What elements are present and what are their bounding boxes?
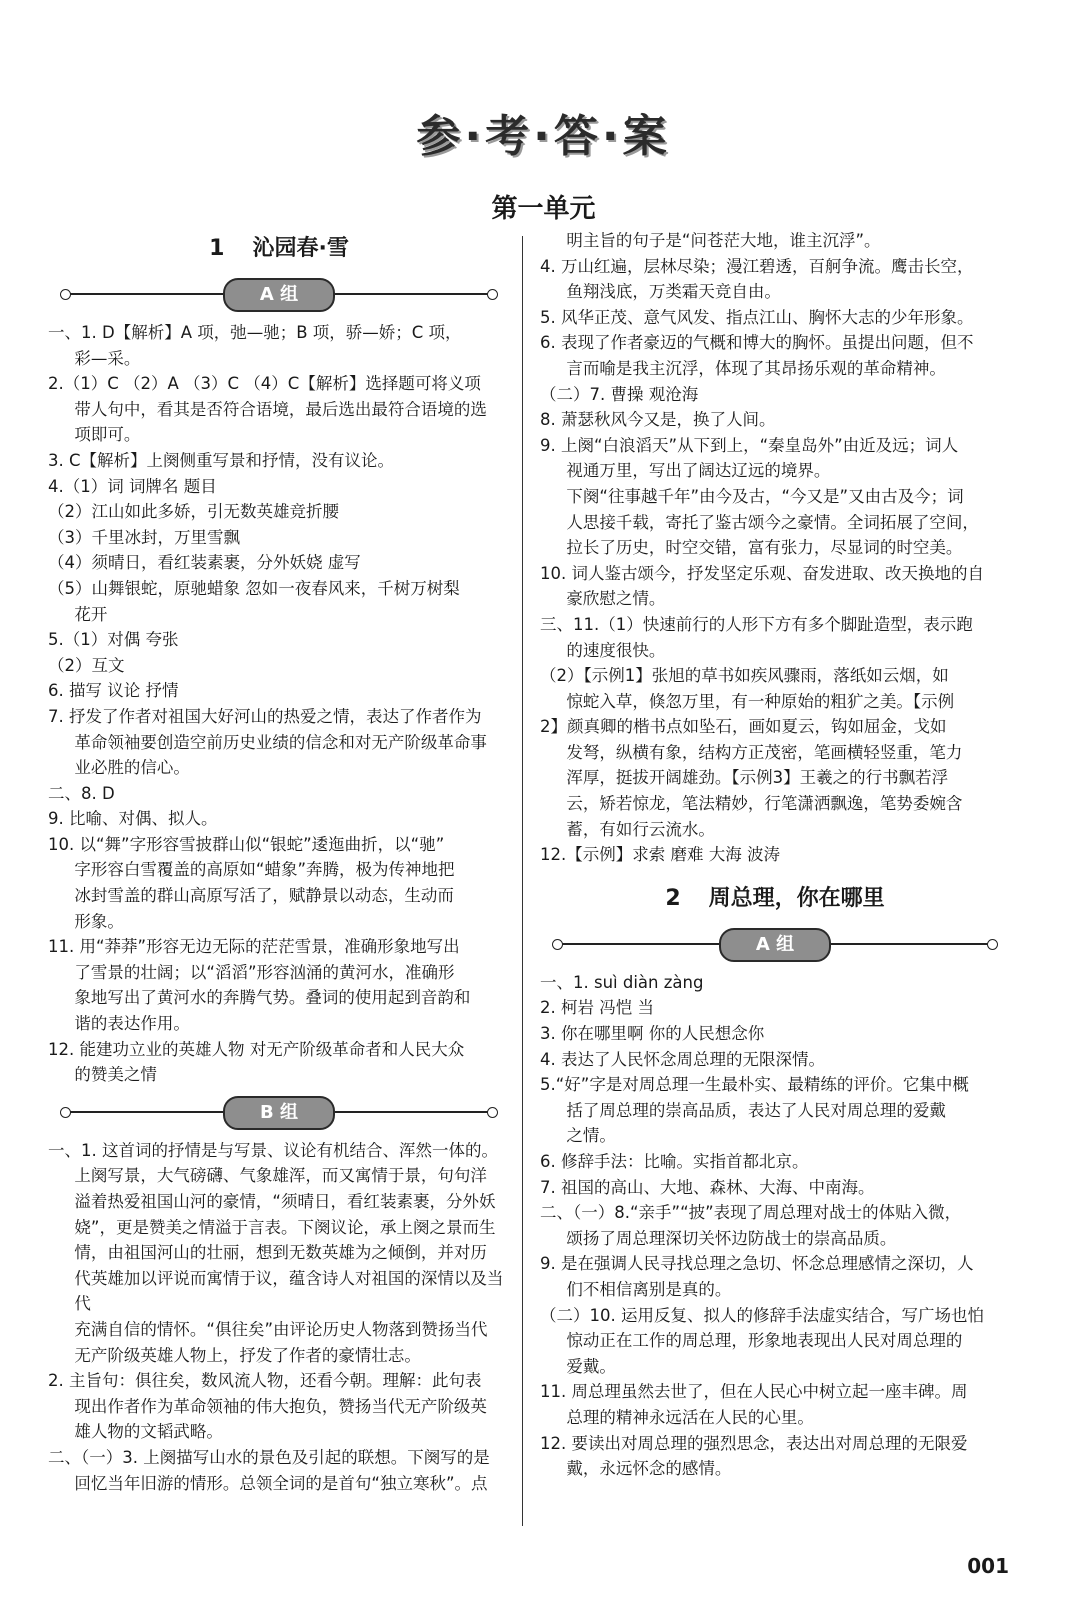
answer-line: （4）须晴日，看红装素裹，分外妖娆 虚写 <box>48 553 361 573</box>
answer-line: 2. 柯岩 冯恺 当 <box>540 998 654 1018</box>
answer-line: （二）10. 运用反复、拟人的修辞手法虚实结合，写广场也怕 <box>540 1305 984 1325</box>
answer-line: 浑厚，挺拔开阔雄劲。【示例3】王羲之的行书飘若浮 <box>566 768 949 788</box>
answer-line: （2）互文 <box>48 655 125 675</box>
answer-line: 发弩，纵横有象，结构方正茂密，笔画横轻竖重，笔力 <box>566 742 963 762</box>
answer-line: 9. 上阕“白浪滔天”从下到上，“秦皇岛外”由近及远；词人 <box>540 435 959 455</box>
answer-line: 颂扬了周总理深切关怀边防战士的崇高品质。 <box>566 1228 897 1248</box>
answer-line: 9. 比喻、对偶、拟人。 <box>48 809 218 829</box>
answer-line: 的速度很快。 <box>566 640 666 660</box>
group-b-header <box>48 1092 510 1132</box>
answer-line: 三、11.（1）快速前行的人形下方有多个脚趾造型，表示跑 <box>540 614 973 634</box>
answer-line: 一、1. 这首词的抒情是与写景、议论有机结合、浑然一体的。 <box>48 1140 498 1160</box>
page-title: 参·考·答·案 <box>416 111 671 162</box>
lesson-2-title <box>540 878 1010 920</box>
lesson-1-a-answers <box>48 320 510 1088</box>
lesson-2-group-a-badge: A 组 <box>719 928 831 962</box>
column-divider <box>522 236 523 1526</box>
answer-line: 情，由祖国河山的壮丽，想到无数英雄为之倾倒，并对历 <box>74 1243 487 1263</box>
lesson-1-title <box>48 228 510 270</box>
answer-line: 惊蛇入草，倏忽万里，有一种原始的粗犷之美。【示例 <box>566 691 955 711</box>
page-number: 001 <box>967 1554 1009 1578</box>
answer-line: 们不相信离别是真的。 <box>566 1279 732 1299</box>
answer-line: 彩—采。 <box>74 348 141 368</box>
answer-line: 云，矫若惊龙，笔法精妙，行笔潇洒飘逸，笔势委婉含 <box>566 794 963 814</box>
answer-line: 4. 表达了人民怀念周总理的无限深情。 <box>540 1049 825 1069</box>
answer-line: 之情。 <box>566 1126 616 1146</box>
answer-line: 二、8. D <box>48 783 115 803</box>
answer-line: 拉长了历史，时空交错，富有张力，尽显词的时空美。 <box>566 538 963 558</box>
answer-line: 惊动正在工作的周总理，形象地表现出人民对周总理的 <box>566 1331 963 1351</box>
answer-line: 4. 万山红遍，层林尽染；漫江碧透，百舸争流。鹰击长空， <box>540 256 974 276</box>
answer-line: 爱戴。 <box>566 1356 616 1376</box>
answer-line: 下阕“往事越千年”由今及古，“今又是”又由古及今；词 <box>566 486 964 506</box>
answer-line: 11. 用“莽莽”形容无边无际的茫茫雪景，准确形象地写出 <box>48 937 460 957</box>
answer-line: 了雪景的壮阔；以“滔滔”形容汹涌的黄河水，准确形 <box>74 962 455 982</box>
answer-line: 3. C【解析】上阕侧重写景和抒情，没有议论。 <box>48 450 395 470</box>
answer-line: 雄人物的文韬武略。 <box>74 1422 223 1442</box>
answer-line: 谐的表达作用。 <box>74 1014 190 1034</box>
group-a-header <box>48 274 510 314</box>
answer-line: 无产阶级英雄人物上，抒发了作者的豪情壮志。 <box>74 1345 421 1365</box>
answer-line: 上阕写景，大气磅礴、气象雄浑，而又寓情于景，句句洋 <box>74 1166 487 1186</box>
answer-line: 业必胜的信心。 <box>74 758 190 778</box>
answer-line: 代英雄加以评说而寓情于议，蕴含诗人对祖国的深情以及当代 <box>74 1268 504 1314</box>
answer-line: 的赞美之情 <box>74 1065 157 1085</box>
answer-line: （二）7. 曹操 观沧海 <box>540 384 699 404</box>
lesson-2-group-a-header <box>540 924 1010 964</box>
answer-line: 12. 要读出对周总理的强烈思念，表达出对周总理的无限爱 <box>540 1433 968 1453</box>
answer-line: 9. 是在强调人民寻找总理之急切、怀念总理感情之深切，人 <box>540 1254 974 1274</box>
answer-line: 12. 能建功立业的英雄人物 对无产阶级革命者和人民大众 <box>48 1039 465 1059</box>
answer-line: 10. 词人鉴古颂今，抒发坚定乐观、奋发进取、改天换地的自 <box>540 563 984 583</box>
answer-line: 6. 表现了作者豪迈的气概和博大的胸怀。虽提出问题，但不 <box>540 333 974 353</box>
answer-line: 娆”，更是赞美之情溢于言表。下阕议论，承上阕之景而生 <box>74 1217 496 1237</box>
answer-line: 豪欣慰之情。 <box>566 589 666 609</box>
answer-line: 二、（一）3. 上阕描写山水的景色及引起的联想。下阕写的是 <box>48 1447 490 1467</box>
answer-line: 现出作者作为革命领袖的伟大抱负，赞扬当代无产阶级英 <box>74 1396 487 1416</box>
answer-line: （5）山舞银蛇，原驰蜡象 忽如一夜春风来，千树万树梨 <box>48 578 460 598</box>
answer-line: 二、（一）8.“亲手”“披”表现了周总理对战士的体贴入微， <box>540 1203 962 1223</box>
lesson-1-number: 1 <box>209 236 225 261</box>
group-b-badge: B 组 <box>223 1096 335 1130</box>
answer-line: 充满自信的情怀。“俱往矣”由评论历史人物落到赞扬当代 <box>74 1319 488 1339</box>
answer-line: 言而喻是我主沉浮，体现了其昂扬乐观的革命精神。 <box>566 358 946 378</box>
answer-line: 蓄，有如行云流水。 <box>566 819 715 839</box>
answer-line: 3. 你在哪里啊 你的人民想念你 <box>540 1024 765 1044</box>
answer-line: （2）江山如此多娇，引无数英雄竞折腰 <box>48 502 339 522</box>
answer-line: 8. 萧瑟秋风今又是，换了人间。 <box>540 410 776 430</box>
answer-line: 革命领袖要创造空前历史业绩的信念和对无产阶级革命事 <box>74 732 487 752</box>
answer-line: （2）【示例1】张旭的草书如疾风骤雨，落纸如云烟，如 <box>540 666 949 686</box>
answer-line: 象地写出了黄河水的奔腾气势。叠词的使用起到音韵和 <box>74 988 471 1008</box>
answer-line: 回忆当年旧游的情形。总领全词的是首句“独立寒秋”。点 <box>74 1473 488 1493</box>
answer-line: 人思接千载，寄托了鉴古颂今之豪情。全词拓展了空间， <box>566 512 979 532</box>
left-column <box>48 228 510 1496</box>
answer-line: 2】颜真卿的楷书点如坠石，画如夏云，钩如屈金，戈如 <box>540 717 947 737</box>
answer-line: 项即可。 <box>74 425 141 445</box>
answer-line: 6. 描写 议论 抒情 <box>48 681 179 701</box>
answer-line: 字形容白雪覆盖的高原如“蜡象”奔腾，极为传神地把 <box>74 860 455 880</box>
lesson-2-number: 2 <box>665 885 681 911</box>
answer-line: 一、1. D【解析】A 项，弛—驰；B 项，骄—娇；C 项， <box>48 323 462 342</box>
answer-line: 10. 以“舞”字形容雪披群山似“银蛇”逶迤曲折，以“驰” <box>48 834 445 854</box>
answer-line: 括了周总理的崇高品质，表达了人民对周总理的爱戴 <box>566 1100 946 1120</box>
answer-line: 冰封雪盖的群山高原写活了，赋静景以动态，生动而 <box>74 886 454 906</box>
right-column <box>540 228 1010 1482</box>
answer-line: 6. 修辞手法：比喻。实指首都北京。 <box>540 1152 809 1171</box>
answer-line: 2. 主旨句：俱往矣，数风流人物，还看今朝。理解：此句表 <box>48 1371 482 1391</box>
answer-line: 形象。 <box>74 911 124 931</box>
answer-line: （3）千里冰封，万里雪飘 <box>48 527 240 547</box>
unit-title: 第一单元 <box>491 194 596 224</box>
lesson-1-name: 沁园春·雪 <box>252 236 349 261</box>
answer-line: 4.（1）词 词牌名 题目 <box>48 476 217 496</box>
answer-line: 5. 风华正茂、意气风发、指点江山、胸怀大志的少年形象。 <box>540 307 974 327</box>
answer-line: 戴，永远怀念的感情。 <box>566 1459 732 1479</box>
lesson-2-name: 周总理，你在哪里 <box>708 885 885 911</box>
answer-line: 带人句中，看其是否符合语境，最后选出最符合语境的选 <box>74 399 487 419</box>
answer-line: 一、1. suì diàn zàng <box>540 972 704 992</box>
answer-line: 5.“好”字是对周总理一生最朴实、最精练的评价。它集中概 <box>540 1075 969 1095</box>
group-a-badge: A 组 <box>223 278 335 312</box>
answer-line: 花开 <box>74 604 108 624</box>
answer-line: 2.（1）C （2）A （3）C （4）C【解析】选择题可将义项 <box>48 374 481 394</box>
answer-line: 11. 周总理虽然去世了，但在人民心中树立起一座丰碑。周 <box>540 1382 968 1402</box>
lesson-2-a-answers <box>540 970 1010 1482</box>
lesson-1-b-answers-continued <box>540 228 1010 868</box>
answer-line: 7. 抒发了作者对祖国大好河山的热爱之情，表达了作者作为 <box>48 706 482 726</box>
answer-line: 总理的精神永远活在人民的心里。 <box>566 1407 814 1427</box>
answer-line: 7. 祖国的高山、大地、森林、大海、中南海。 <box>540 1177 875 1197</box>
answer-line: 5.（1）对偶 夸张 <box>48 630 179 650</box>
answer-line: 视通万里，写出了阔达辽远的境界。 <box>566 461 831 481</box>
answer-line: 鱼翔浅底，万类霜天竞自由。 <box>566 282 781 302</box>
lesson-1-b-answers <box>48 1138 510 1496</box>
answer-line: 溢着热爱祖国山河的豪情，“须晴日，看红装素裹，分外妖 <box>74 1192 496 1211</box>
answer-line: 12.【示例】求索 磨难 大海 波涛 <box>540 845 780 865</box>
answer-line: 明主旨的句子是“问苍茫大地，谁主沉浮”。 <box>566 231 881 250</box>
